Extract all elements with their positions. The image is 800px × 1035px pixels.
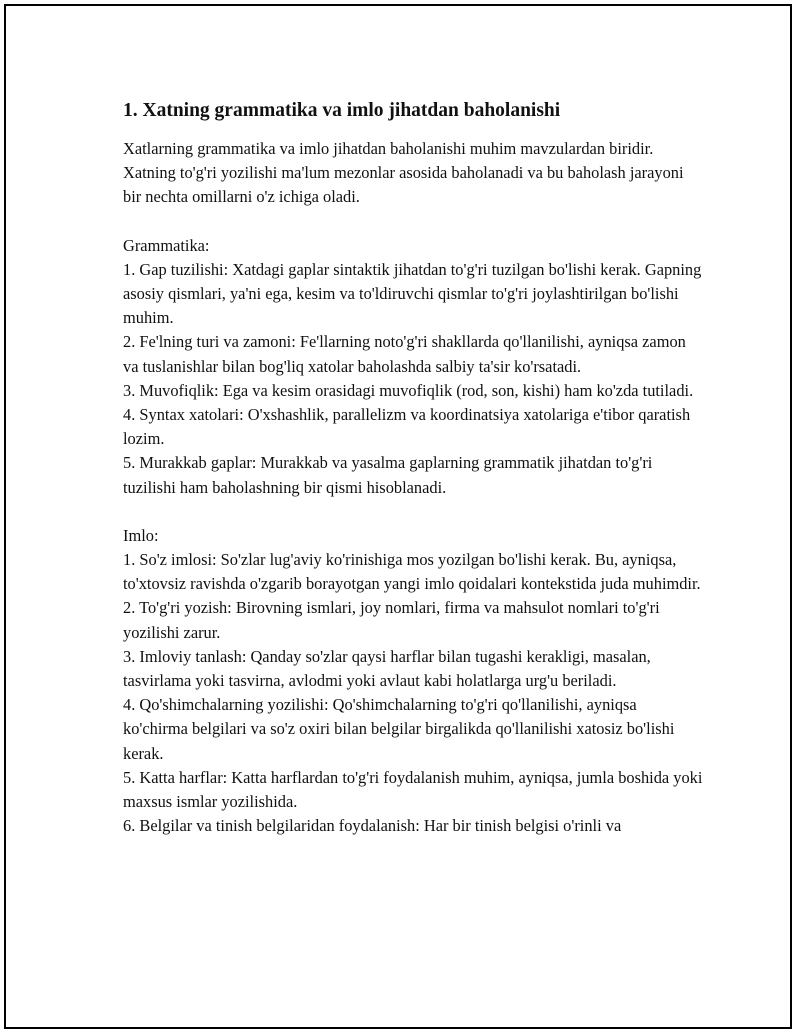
spelling-item-4: 4. Qo'shimchalarning yozilishi: Qo'shimchalarning to'g'ri qo'llanilishi, ayniqsa ko'chirma belgilari va so'z oxiri bilan belgilar birgalikda qo'llanilishi xatosiz bo'lishi kerak. — [123, 695, 675, 763]
grammar-item-3: 3. Muvofiqlik: Ega va kesim orasidagi muvofiqlik (rod, son, kishi) ham ko'zda tutiladi. — [123, 380, 694, 400]
spelling-item-2: 2. To'g'ri yozish: Birovning ismlari, joy nomlari, firma va mahsulot nomlari to'g'ri yozilishi zarur. — [123, 598, 660, 642]
spelling-item-6: 6. Belgilar va tinish belgilaridan foydalanish: Har bir tinish belgisi o'rinli va — [123, 816, 622, 836]
grammar-section — [123, 234, 703, 500]
spelling-item-5: 5. Katta harflar: Katta harflardan to'g'ri foydalanish muhim, ayniqsa, jumla boshida yoki maxsus ismlar yozilishida. — [123, 767, 703, 812]
spelling-section — [123, 524, 703, 839]
grammar-item-5: 5. Murakkab gaplar: Murakkab va yasalma gaplarning grammatik jihatdan to'g'ri tuzilishi ham baholashning bir qismi hisoblanadi. — [123, 453, 653, 497]
document-body — [123, 98, 703, 838]
document-title: 1. Xatning grammatika va imlo jihatdan baholanishi — [123, 100, 561, 121]
intro-paragraph: Xatlarning grammatika va imlo jihatdan baholanishi muhim mavzulardan biridir. Xatning to'g'ri yozilishi ma'lum mezonlar asosida baholanadi va bu baholash jarayoni bir nechta omillarni o'z ichiga oladi. — [123, 139, 684, 207]
spelling-item-1: 1. So'z imlosi: So'zlar lug'aviy ko'rinishiga mos yozilgan bo'lishi kerak. Bu, ayniqsa, to'xtovsiz ravishda o'zgarib borayotgan yangi imlo qoidalari kontekstida juda muhimdir. — [123, 550, 701, 594]
grammar-item-1: 1. Gap tuzilishi: Xatdagi gaplar sintaktik jihatdan to'g'ri tuzilgan bo'lishi kerak. Gapning asosiy qismlari, ya'ni ega, kesim va to'ldiruvchi qismlar to'g'ri joylashtirilgan bo'lishi muhim. — [123, 259, 702, 328]
grammar-heading: Grammatika: — [123, 235, 210, 255]
grammar-item-4: 4. Syntax xatolari: O'xshashlik, parallelizm va koordinatsiya xatolariga e'tibor qaratish lozim. — [123, 405, 691, 449]
grammar-item-2: 2. Fe'lning turi va zamoni: Fe'llarning noto'g'ri shakllarda qo'llanilishi, ayniqsa zamon va tuslanishlar bilan bog'liq xatolar baholashda salbiy ta'sir ko'rsatadi. — [123, 332, 686, 376]
spelling-item-3: 3. Imloviy tanlash: Qanday so'zlar qaysi harflar bilan tugashi kerakligi, masalan, tasvirlama yoki tasvirna, avlodmi yoki avlaut kabi holatlarga urg'u beriladi. — [123, 646, 651, 691]
spelling-heading: Imlo: — [123, 525, 159, 545]
page-frame — [4, 4, 792, 1029]
